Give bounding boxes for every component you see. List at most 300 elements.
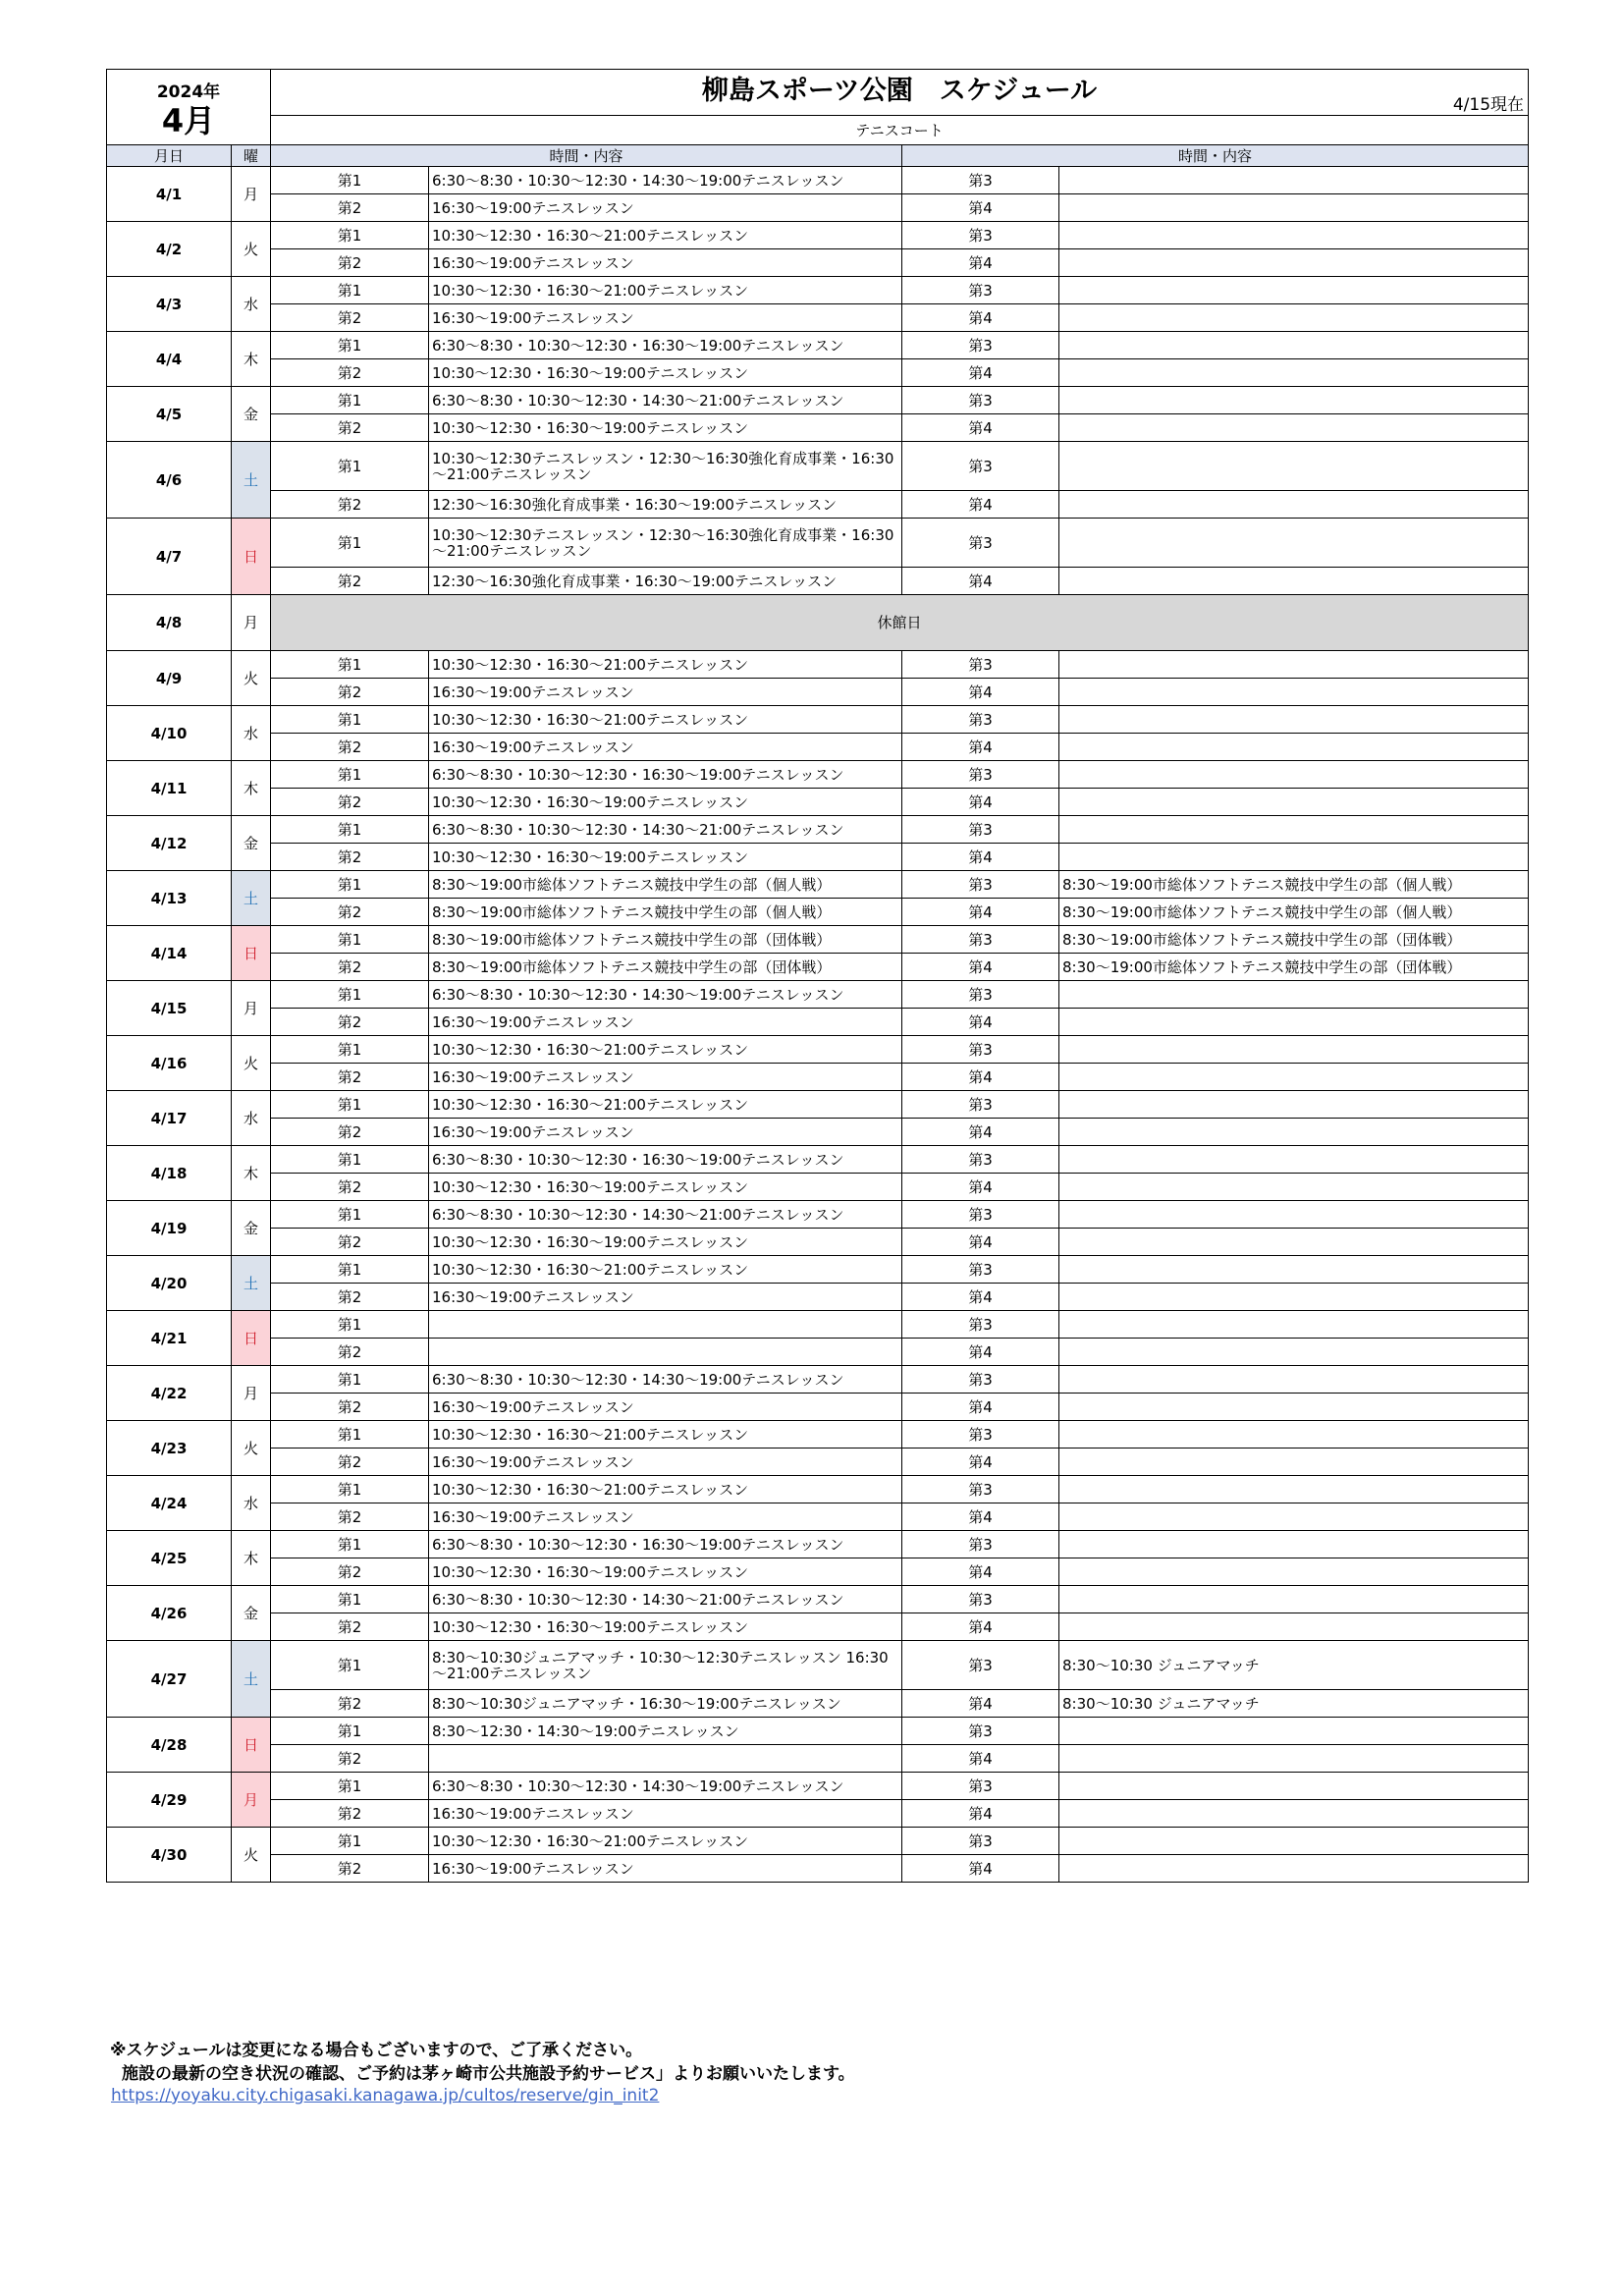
- court-4-content: [1059, 1284, 1529, 1311]
- court-1-content: 10:30～12:30・16:30～21:00テニスレッスン: [429, 1476, 902, 1503]
- court-2-content: 16:30～19:00テニスレッスン: [429, 1119, 902, 1146]
- court-4-label: 第4: [902, 844, 1059, 871]
- court-3-content: [1059, 1311, 1529, 1339]
- court-4-label: 第4: [902, 414, 1059, 442]
- day-date: 4/24: [107, 1476, 232, 1531]
- court-1-label: 第1: [271, 1828, 429, 1855]
- day-row: [107, 519, 1529, 568]
- day-row-second: [107, 1745, 1529, 1773]
- day-row-second: [107, 679, 1529, 706]
- court-1-label: 第1: [271, 1531, 429, 1558]
- court-2-label: 第2: [271, 359, 429, 387]
- court-2-label: 第2: [271, 1339, 429, 1366]
- day-of-week: 木: [232, 761, 271, 816]
- court-3-label: 第3: [902, 1828, 1059, 1855]
- day-of-week: 金: [232, 816, 271, 871]
- day-of-week: 水: [232, 1476, 271, 1531]
- court-1-content: 6:30～8:30・10:30～12:30・14:30～21:00テニスレッスン: [429, 1201, 902, 1229]
- day-row-second: [107, 1064, 1529, 1091]
- day-row: [107, 277, 1529, 304]
- header-content-right: 時間・内容: [902, 145, 1529, 167]
- court-4-content: [1059, 1800, 1529, 1828]
- day-row: [107, 1641, 1529, 1690]
- note-line-1: ※スケジュールは変更になる場合もございますので、ご了承ください。: [110, 2041, 643, 2060]
- court-2-label: 第2: [271, 1394, 429, 1421]
- court-2-content: 16:30～19:00テニスレッスン: [429, 679, 902, 706]
- court-4-content: [1059, 844, 1529, 871]
- court-4-label: 第4: [902, 1690, 1059, 1718]
- court-2-label: 第2: [271, 1009, 429, 1036]
- day-row-second: [107, 304, 1529, 332]
- court-1-label: 第1: [271, 816, 429, 844]
- court-3-label: 第3: [902, 519, 1059, 568]
- court-1-content: 8:30～19:00市総体ソフトテニス競技中学生の部（団体戦）: [429, 926, 902, 954]
- court-2-content: 16:30～19:00テニスレッスン: [429, 304, 902, 332]
- day-of-week: 木: [232, 332, 271, 387]
- court-2-label: 第2: [271, 1613, 429, 1641]
- court-3-content: [1059, 1828, 1529, 1855]
- day-of-week: 月: [232, 1773, 271, 1828]
- court-1-label: 第1: [271, 981, 429, 1009]
- day-row: [107, 761, 1529, 789]
- day-row-second: [107, 1339, 1529, 1366]
- court-4-content: [1059, 1558, 1529, 1586]
- day-row: [107, 595, 1529, 651]
- court-1-content: 8:30～10:30ジュニアマッチ・10:30～12:30テニスレッスン 16:30～21:00テニスレッスン: [429, 1641, 902, 1690]
- day-row-second: [107, 1449, 1529, 1476]
- court-4-label: 第4: [902, 1229, 1059, 1256]
- day-row: [107, 1201, 1529, 1229]
- day-date: 4/19: [107, 1201, 232, 1256]
- court-2-content: 8:30～10:30ジュニアマッチ・16:30～19:00テニスレッスン: [429, 1690, 902, 1718]
- court-4-content: 8:30～19:00市総体ソフトテニス競技中学生の部（個人戦）: [1059, 899, 1529, 926]
- day-row: [107, 387, 1529, 414]
- day-row-second: [107, 568, 1529, 595]
- court-1-content: 6:30～8:30・10:30～12:30・14:30～19:00テニスレッスン: [429, 167, 902, 194]
- day-row-second: [107, 194, 1529, 222]
- day-date: 4/16: [107, 1036, 232, 1091]
- day-row: [107, 871, 1529, 899]
- court-3-content: [1059, 222, 1529, 249]
- court-3-label: 第3: [902, 442, 1059, 491]
- day-of-week: 金: [232, 1201, 271, 1256]
- court-2-content: 16:30～19:00テニスレッスン: [429, 1855, 902, 1883]
- day-date: 4/8: [107, 595, 232, 651]
- court-3-content: [1059, 1146, 1529, 1174]
- court-3-label: 第3: [902, 1091, 1059, 1119]
- day-date: 4/27: [107, 1641, 232, 1718]
- court-1-label: 第1: [271, 277, 429, 304]
- court-3-label: 第3: [902, 1773, 1059, 1800]
- court-1-label: 第1: [271, 1366, 429, 1394]
- court-2-label: 第2: [271, 1284, 429, 1311]
- day-of-week: 土: [232, 442, 271, 519]
- court-3-label: 第3: [902, 1146, 1059, 1174]
- court-4-label: 第4: [902, 1558, 1059, 1586]
- court-1-content: 6:30～8:30・10:30～12:30・14:30～19:00テニスレッスン: [429, 1366, 902, 1394]
- court-1-label: 第1: [271, 1311, 429, 1339]
- court-2-content: 16:30～19:00テニスレッスン: [429, 1064, 902, 1091]
- court-1-label: 第1: [271, 871, 429, 899]
- facility-name: テニスコート: [271, 116, 1529, 145]
- court-4-label: 第4: [902, 789, 1059, 816]
- court-2-label: 第2: [271, 414, 429, 442]
- court-2-content: [429, 1745, 902, 1773]
- day-row-second: [107, 1174, 1529, 1201]
- day-of-week: 土: [232, 1641, 271, 1718]
- court-1-label: 第1: [271, 222, 429, 249]
- court-4-label: 第4: [902, 1394, 1059, 1421]
- day-row: [107, 222, 1529, 249]
- court-2-label: 第2: [271, 789, 429, 816]
- court-1-label: 第1: [271, 167, 429, 194]
- court-4-content: [1059, 1613, 1529, 1641]
- day-row: [107, 926, 1529, 954]
- court-3-label: 第3: [902, 706, 1059, 734]
- day-date: 4/7: [107, 519, 232, 595]
- court-1-label: 第1: [271, 1091, 429, 1119]
- court-4-label: 第4: [902, 1449, 1059, 1476]
- court-3-label: 第3: [902, 1421, 1059, 1449]
- court-4-content: [1059, 679, 1529, 706]
- header-dow: 曜: [232, 145, 271, 167]
- court-2-label: 第2: [271, 1745, 429, 1773]
- day-row-second: [107, 491, 1529, 519]
- court-1-label: 第1: [271, 706, 429, 734]
- day-of-week: 月: [232, 1366, 271, 1421]
- month-label: 4月: [161, 102, 216, 139]
- court-4-content: [1059, 734, 1529, 761]
- day-row-second: [107, 1503, 1529, 1531]
- court-1-label: 第1: [271, 926, 429, 954]
- day-date: 4/11: [107, 761, 232, 816]
- court-4-label: 第4: [902, 359, 1059, 387]
- court-1-content: 10:30～12:30・16:30～21:00テニスレッスン: [429, 1828, 902, 1855]
- day-row-second: [107, 954, 1529, 981]
- court-1-content: 10:30～12:30・16:30～21:00テニスレッスン: [429, 277, 902, 304]
- court-1-content: 6:30～8:30・10:30～12:30・16:30～19:00テニスレッスン: [429, 332, 902, 359]
- day-date: 4/25: [107, 1531, 232, 1586]
- day-date: 4/26: [107, 1586, 232, 1641]
- day-date: 4/14: [107, 926, 232, 981]
- court-2-content: 16:30～19:00テニスレッスン: [429, 1284, 902, 1311]
- day-row-second: [107, 1558, 1529, 1586]
- court-1-label: 第1: [271, 1641, 429, 1690]
- day-row: [107, 442, 1529, 491]
- day-row-second: [107, 734, 1529, 761]
- day-of-week: 月: [232, 981, 271, 1036]
- reservation-link[interactable]: https://yoyaku.city.chigasaki.kanagawa.jp/cultos/reserve/gin_init2: [111, 2086, 660, 2105]
- day-of-week: 日: [232, 1311, 271, 1366]
- court-4-content: [1059, 1745, 1529, 1773]
- court-2-content: 12:30～16:30強化育成事業・16:30～19:00テニスレッスン: [429, 491, 902, 519]
- day-row: [107, 1311, 1529, 1339]
- day-date: 4/5: [107, 387, 232, 442]
- court-4-content: [1059, 194, 1529, 222]
- court-3-content: [1059, 761, 1529, 789]
- court-4-content: [1059, 568, 1529, 595]
- court-3-content: 8:30～19:00市総体ソフトテニス競技中学生の部（個人戦）: [1059, 871, 1529, 899]
- court-2-content: 10:30～12:30・16:30～19:00テニスレッスン: [429, 359, 902, 387]
- day-date: 4/1: [107, 167, 232, 222]
- court-2-content: 8:30～19:00市総体ソフトテニス競技中学生の部（団体戦）: [429, 954, 902, 981]
- day-row: [107, 651, 1529, 679]
- court-3-label: 第3: [902, 277, 1059, 304]
- court-3-content: [1059, 1586, 1529, 1613]
- court-2-content: 16:30～19:00テニスレッスン: [429, 249, 902, 277]
- court-1-content: 10:30～12:30・16:30～21:00テニスレッスン: [429, 1256, 902, 1284]
- court-4-content: [1059, 1449, 1529, 1476]
- court-1-content: 10:30～12:30・16:30～21:00テニスレッスン: [429, 222, 902, 249]
- day-date: 4/13: [107, 871, 232, 926]
- court-1-label: 第1: [271, 519, 429, 568]
- day-of-week: 火: [232, 1828, 271, 1883]
- court-2-content: 12:30～16:30強化育成事業・16:30～19:00テニスレッスン: [429, 568, 902, 595]
- day-of-week: 金: [232, 387, 271, 442]
- court-3-content: [1059, 277, 1529, 304]
- court-2-label: 第2: [271, 1558, 429, 1586]
- court-3-content: [1059, 1476, 1529, 1503]
- court-2-label: 第2: [271, 899, 429, 926]
- court-2-label: 第2: [271, 1119, 429, 1146]
- court-2-label: 第2: [271, 734, 429, 761]
- day-date: 4/2: [107, 222, 232, 277]
- court-3-label: 第3: [902, 1311, 1059, 1339]
- court-3-label: 第3: [902, 167, 1059, 194]
- day-of-week: 土: [232, 1256, 271, 1311]
- schedule-body: [107, 167, 1529, 1883]
- court-4-label: 第4: [902, 1613, 1059, 1641]
- year-month-cell: [107, 70, 271, 145]
- court-2-label: 第2: [271, 1449, 429, 1476]
- court-1-label: 第1: [271, 332, 429, 359]
- day-row: [107, 1531, 1529, 1558]
- day-row: [107, 1718, 1529, 1745]
- court-2-content: [429, 1339, 902, 1366]
- court-1-content: 8:30～12:30・14:30～19:00テニスレッスン: [429, 1718, 902, 1745]
- court-4-label: 第4: [902, 1503, 1059, 1531]
- court-3-label: 第3: [902, 871, 1059, 899]
- court-2-content: 16:30～19:00テニスレッスン: [429, 734, 902, 761]
- court-2-label: 第2: [271, 491, 429, 519]
- closed-label: 休館日: [271, 595, 1529, 651]
- court-2-content: 10:30～12:30・16:30～19:00テニスレッスン: [429, 1174, 902, 1201]
- court-4-label: 第4: [902, 491, 1059, 519]
- day-row-second: [107, 1855, 1529, 1883]
- court-4-content: [1059, 1394, 1529, 1421]
- day-date: 4/17: [107, 1091, 232, 1146]
- day-row: [107, 332, 1529, 359]
- court-4-label: 第4: [902, 304, 1059, 332]
- court-1-label: 第1: [271, 1146, 429, 1174]
- day-date: 4/4: [107, 332, 232, 387]
- court-4-label: 第4: [902, 1174, 1059, 1201]
- court-1-label: 第1: [271, 1256, 429, 1284]
- court-4-label: 第4: [902, 1064, 1059, 1091]
- schedule-table: [106, 69, 1529, 1883]
- court-3-content: 8:30～19:00市総体ソフトテニス競技中学生の部（団体戦）: [1059, 926, 1529, 954]
- court-1-content: 6:30～8:30・10:30～12:30・16:30～19:00テニスレッスン: [429, 1146, 902, 1174]
- day-of-week: 火: [232, 651, 271, 706]
- court-1-label: 第1: [271, 761, 429, 789]
- court-1-label: 第1: [271, 442, 429, 491]
- day-of-week: 火: [232, 1421, 271, 1476]
- court-4-content: [1059, 1503, 1529, 1531]
- court-2-content: 16:30～19:00テニスレッスン: [429, 1800, 902, 1828]
- court-2-label: 第2: [271, 679, 429, 706]
- court-2-label: 第2: [271, 194, 429, 222]
- court-2-label: 第2: [271, 844, 429, 871]
- day-date: 4/3: [107, 277, 232, 332]
- court-4-content: [1059, 789, 1529, 816]
- court-1-label: 第1: [271, 1421, 429, 1449]
- court-4-label: 第4: [902, 1284, 1059, 1311]
- court-2-content: 10:30～12:30・16:30～19:00テニスレッスン: [429, 789, 902, 816]
- day-of-week: 日: [232, 926, 271, 981]
- court-4-label: 第4: [902, 249, 1059, 277]
- day-row: [107, 1036, 1529, 1064]
- court-3-label: 第3: [902, 1201, 1059, 1229]
- year-label: 2024年: [156, 82, 221, 102]
- court-1-label: 第1: [271, 1718, 429, 1745]
- day-row: [107, 1586, 1529, 1613]
- court-4-content: [1059, 1229, 1529, 1256]
- court-2-label: 第2: [271, 1229, 429, 1256]
- court-1-label: 第1: [271, 1201, 429, 1229]
- court-4-content: [1059, 1174, 1529, 1201]
- day-date: 4/15: [107, 981, 232, 1036]
- day-row-second: [107, 1119, 1529, 1146]
- court-3-content: [1059, 1201, 1529, 1229]
- court-3-content: [1059, 1718, 1529, 1745]
- day-row-second: [107, 789, 1529, 816]
- court-2-content: 16:30～19:00テニスレッスン: [429, 1394, 902, 1421]
- day-row-second: [107, 359, 1529, 387]
- day-row-second: [107, 1284, 1529, 1311]
- court-2-content: 8:30～19:00市総体ソフトテニス競技中学生の部（個人戦）: [429, 899, 902, 926]
- court-3-label: 第3: [902, 1256, 1059, 1284]
- court-3-label: 第3: [902, 387, 1059, 414]
- as-of-date: 4/15現在: [1452, 95, 1525, 115]
- court-4-content: [1059, 1009, 1529, 1036]
- court-1-content: 10:30～12:30・16:30～21:00テニスレッスン: [429, 706, 902, 734]
- court-2-label: 第2: [271, 1690, 429, 1718]
- court-3-label: 第3: [902, 332, 1059, 359]
- day-date: 4/12: [107, 816, 232, 871]
- title-cell: [271, 70, 1529, 116]
- day-of-week: 土: [232, 871, 271, 926]
- day-date: 4/28: [107, 1718, 232, 1773]
- page-title: 柳島スポーツ公園 スケジュール: [701, 75, 1098, 106]
- court-1-content: 10:30～12:30・16:30～21:00テニスレッスン: [429, 651, 902, 679]
- day-date: 4/29: [107, 1773, 232, 1828]
- day-of-week: 月: [232, 595, 271, 651]
- court-4-label: 第4: [902, 1119, 1059, 1146]
- court-3-label: 第3: [902, 981, 1059, 1009]
- court-1-content: 8:30～19:00市総体ソフトテニス競技中学生の部（個人戦）: [429, 871, 902, 899]
- court-4-content: [1059, 1064, 1529, 1091]
- court-1-label: 第1: [271, 1476, 429, 1503]
- court-1-content: 10:30～12:30・16:30～21:00テニスレッスン: [429, 1421, 902, 1449]
- day-row-second: [107, 1394, 1529, 1421]
- court-2-content: 10:30～12:30・16:30～19:00テニスレッスン: [429, 414, 902, 442]
- court-3-label: 第3: [902, 1586, 1059, 1613]
- court-1-content: 6:30～8:30・10:30～12:30・14:30～19:00テニスレッスン: [429, 1773, 902, 1800]
- day-of-week: 水: [232, 277, 271, 332]
- court-2-content: 16:30～19:00テニスレッスン: [429, 1503, 902, 1531]
- court-3-content: [1059, 816, 1529, 844]
- day-row: [107, 981, 1529, 1009]
- court-4-label: 第4: [902, 734, 1059, 761]
- day-row: [107, 167, 1529, 194]
- court-3-content: [1059, 1256, 1529, 1284]
- day-row-second: [107, 1800, 1529, 1828]
- court-2-content: 10:30～12:30・16:30～19:00テニスレッスン: [429, 1558, 902, 1586]
- court-1-content: 10:30～12:30テニスレッスン・12:30～16:30強化育成事業・16:30～21:00テニスレッスン: [429, 442, 902, 491]
- header-date: 月日: [107, 145, 232, 167]
- day-of-week: 木: [232, 1531, 271, 1586]
- day-date: 4/30: [107, 1828, 232, 1883]
- court-4-content: 8:30～10:30 ジュニアマッチ: [1059, 1690, 1529, 1718]
- court-2-label: 第2: [271, 1800, 429, 1828]
- court-4-content: [1059, 304, 1529, 332]
- court-4-label: 第4: [902, 1009, 1059, 1036]
- court-3-content: [1059, 167, 1529, 194]
- day-row: [107, 1476, 1529, 1503]
- court-3-content: [1059, 1036, 1529, 1064]
- day-row-second: [107, 1690, 1529, 1718]
- court-1-content: 10:30～12:30・16:30～21:00テニスレッスン: [429, 1091, 902, 1119]
- day-row-second: [107, 1009, 1529, 1036]
- court-2-label: 第2: [271, 1174, 429, 1201]
- day-row: [107, 1366, 1529, 1394]
- day-of-week: 火: [232, 222, 271, 277]
- court-1-label: 第1: [271, 387, 429, 414]
- day-row: [107, 1828, 1529, 1855]
- notes: [110, 2039, 855, 2086]
- court-1-label: 第1: [271, 651, 429, 679]
- court-2-label: 第2: [271, 249, 429, 277]
- court-4-content: [1059, 1119, 1529, 1146]
- court-4-label: 第4: [902, 1745, 1059, 1773]
- court-1-content: 6:30～8:30・10:30～12:30・16:30～19:00テニスレッスン: [429, 761, 902, 789]
- court-3-content: [1059, 706, 1529, 734]
- court-2-label: 第2: [271, 304, 429, 332]
- day-of-week: 金: [232, 1586, 271, 1641]
- header-content-left: 時間・内容: [271, 145, 902, 167]
- court-4-label: 第4: [902, 954, 1059, 981]
- court-1-content: 10:30～12:30・16:30～21:00テニスレッスン: [429, 1036, 902, 1064]
- court-4-content: [1059, 249, 1529, 277]
- court-3-label: 第3: [902, 926, 1059, 954]
- day-date: 4/10: [107, 706, 232, 761]
- day-row: [107, 816, 1529, 844]
- court-3-label: 第3: [902, 816, 1059, 844]
- day-row: [107, 1146, 1529, 1174]
- day-row-second: [107, 249, 1529, 277]
- court-3-content: [1059, 519, 1529, 568]
- court-3-label: 第3: [902, 1641, 1059, 1690]
- court-3-label: 第3: [902, 222, 1059, 249]
- court-4-label: 第4: [902, 679, 1059, 706]
- court-3-content: [1059, 1366, 1529, 1394]
- court-4-content: [1059, 1855, 1529, 1883]
- court-4-content: [1059, 491, 1529, 519]
- court-3-label: 第3: [902, 1036, 1059, 1064]
- day-row: [107, 1091, 1529, 1119]
- court-3-content: [1059, 651, 1529, 679]
- court-4-content: [1059, 1339, 1529, 1366]
